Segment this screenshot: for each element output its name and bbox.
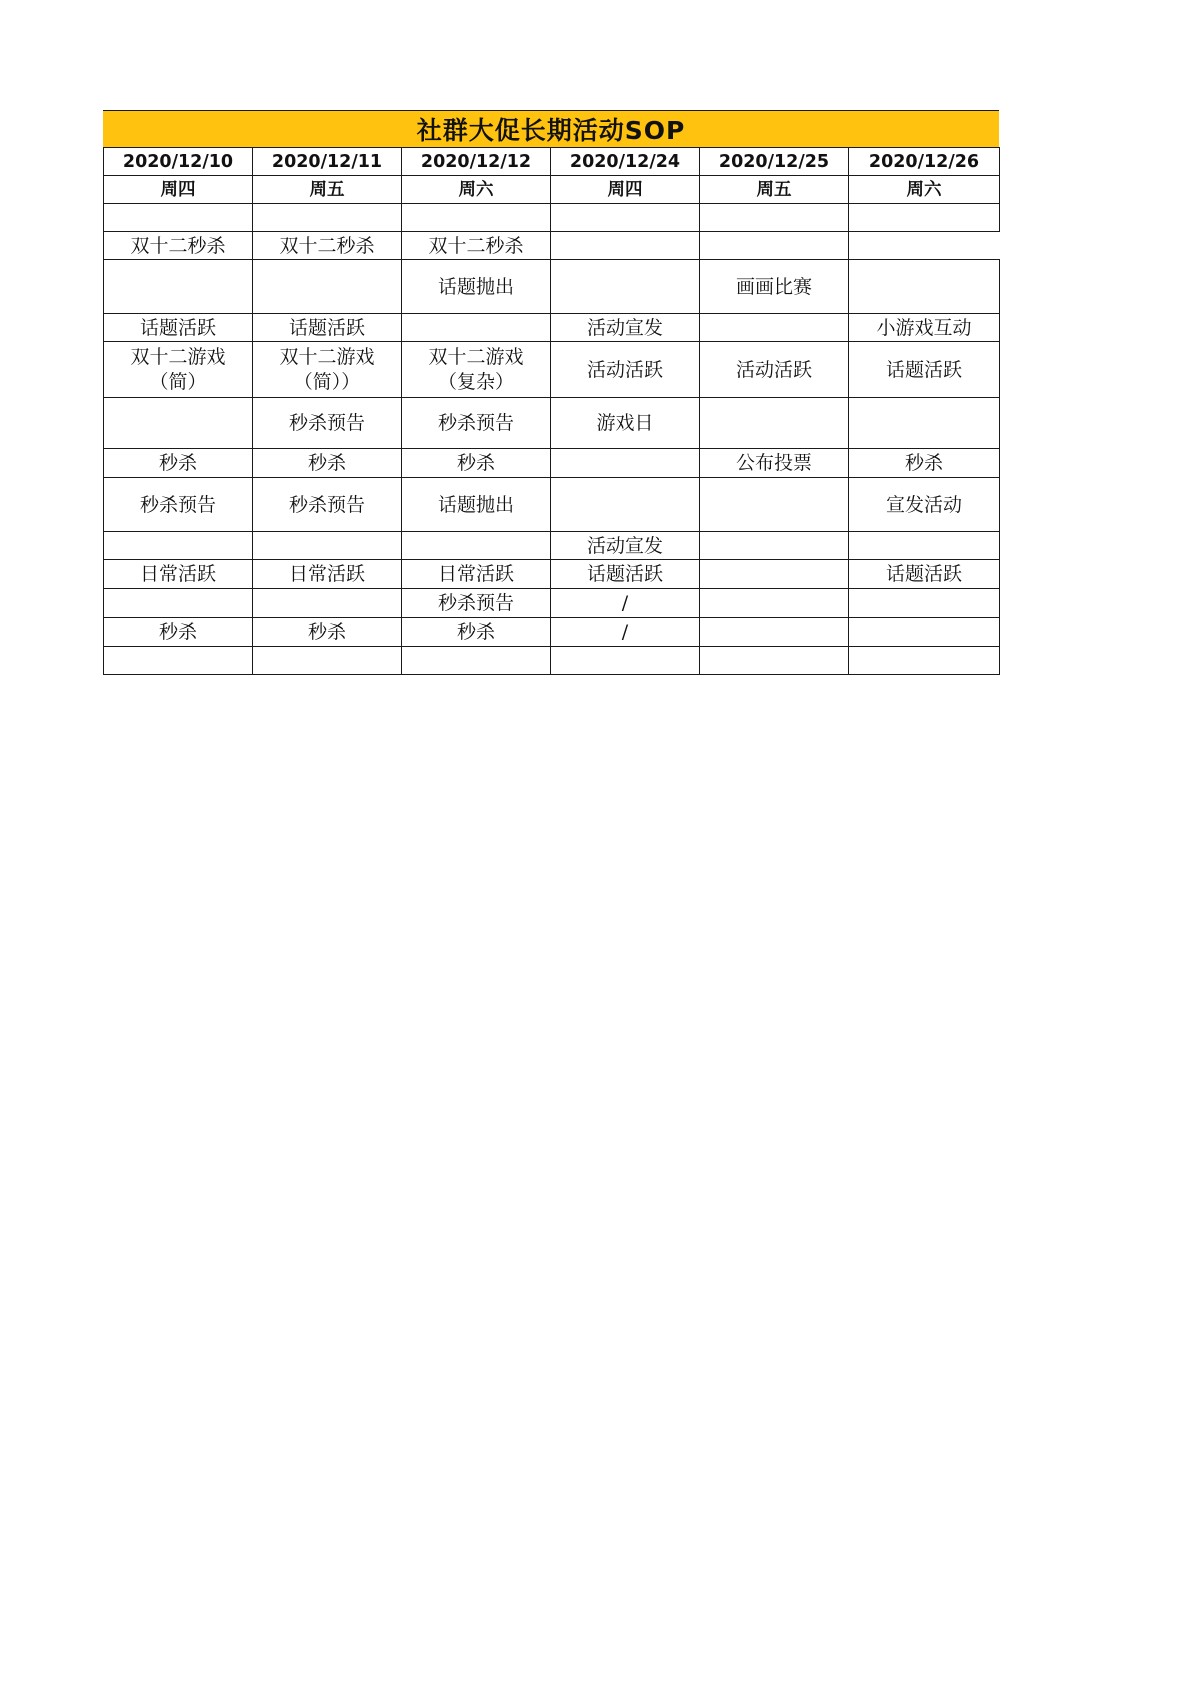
schedule-row — [104, 647, 1000, 675]
schedule-cell[interactable]: 话题活跃 — [551, 560, 700, 589]
schedule-cell[interactable] — [849, 232, 1000, 260]
schedule-cell-line: （简）） — [293, 370, 361, 393]
schedule-cell[interactable] — [849, 618, 1000, 647]
schedule-cell[interactable] — [849, 647, 1000, 675]
schedule-cell[interactable] — [253, 342, 402, 398]
schedule-cell[interactable] — [700, 204, 849, 232]
schedule-row — [104, 398, 1000, 449]
schedule-cell[interactable]: 双十二秒杀 — [104, 232, 253, 260]
schedule-cell[interactable]: 日常活跃 — [253, 560, 402, 589]
schedule-cell[interactable] — [849, 532, 1000, 560]
schedule-cell[interactable] — [402, 342, 551, 398]
schedule-cell[interactable] — [551, 204, 700, 232]
schedule-row — [104, 589, 1000, 618]
schedule-cell[interactable] — [104, 398, 253, 449]
weekday-cell[interactable]: 周五 — [253, 176, 402, 204]
schedule-cell[interactable]: 活动活跃 — [551, 342, 700, 398]
schedule-row — [104, 232, 1000, 260]
schedule-cell[interactable] — [253, 204, 402, 232]
schedule-cell[interactable]: 秒杀预告 — [402, 589, 551, 618]
schedule-cell[interactable]: 秒杀 — [402, 618, 551, 647]
schedule-row — [104, 560, 1000, 589]
schedule-cell[interactable]: 话题活跃 — [253, 314, 402, 342]
schedule-cell[interactable] — [253, 260, 402, 314]
schedule-cell[interactable]: 小游戏互动 — [849, 314, 1000, 342]
schedule-cell[interactable]: 秒杀 — [402, 449, 551, 478]
schedule-cell[interactable]: 话题活跃 — [104, 314, 253, 342]
schedule-cell[interactable] — [551, 478, 700, 532]
schedule-cell[interactable]: 秒杀 — [253, 618, 402, 647]
schedule-cell[interactable] — [700, 232, 849, 260]
schedule-row — [104, 478, 1000, 532]
schedule-row — [104, 532, 1000, 560]
schedule-cell[interactable] — [849, 260, 1000, 314]
schedule-cell[interactable]: 话题活跃 — [849, 342, 1000, 398]
schedule-row — [104, 260, 1000, 314]
schedule-row — [104, 618, 1000, 647]
schedule-cell[interactable]: 活动活跃 — [700, 342, 849, 398]
schedule-row — [104, 204, 1000, 232]
schedule-cell[interactable]: 活动宣发 — [551, 532, 700, 560]
schedule-cell[interactable] — [104, 204, 253, 232]
schedule-row — [104, 342, 1000, 398]
date-cell[interactable]: 2020/12/25 — [700, 148, 849, 176]
schedule-cell[interactable]: 秒杀预告 — [104, 478, 253, 532]
schedule-cell-line: 双十二游戏 — [279, 345, 375, 368]
weekday-row — [104, 176, 1000, 204]
sheet-title: 社群大促长期活动SOP — [103, 110, 999, 147]
schedule-cell[interactable]: 游戏日 — [551, 398, 700, 449]
schedule-cell[interactable] — [551, 232, 700, 260]
schedule-cell[interactable] — [849, 398, 1000, 449]
schedule-cell[interactable] — [104, 260, 253, 314]
schedule-row — [104, 449, 1000, 478]
date-cell[interactable]: 2020/12/12 — [402, 148, 551, 176]
schedule-cell[interactable]: 公布投票 — [700, 449, 849, 478]
weekday-cell[interactable]: 周四 — [104, 176, 253, 204]
schedule-cell[interactable]: 双十二秒杀 — [253, 232, 402, 260]
date-cell[interactable]: 2020/12/10 — [104, 148, 253, 176]
schedule-cell[interactable]: 话题抛出 — [402, 260, 551, 314]
schedule-cell[interactable] — [253, 532, 402, 560]
date-cell[interactable]: 2020/12/11 — [253, 148, 402, 176]
schedule-cell[interactable]: 活动宣发 — [551, 314, 700, 342]
schedule-cell[interactable]: 秒杀预告 — [253, 478, 402, 532]
schedule-cell[interactable]: 宣发活动 — [849, 478, 1000, 532]
weekday-cell[interactable]: 周六 — [402, 176, 551, 204]
schedule-cell[interactable] — [104, 532, 253, 560]
sop-sheet — [103, 110, 999, 675]
schedule-cell[interactable] — [402, 532, 551, 560]
schedule-cell[interactable] — [402, 314, 551, 342]
schedule-cell[interactable] — [700, 618, 849, 647]
schedule-cell-line: 双十二游戏 — [130, 345, 226, 368]
date-cell[interactable]: 2020/12/26 — [849, 148, 1000, 176]
schedule-cell[interactable]: 日常活跃 — [402, 560, 551, 589]
schedule-cell[interactable] — [700, 532, 849, 560]
schedule-cell[interactable] — [551, 260, 700, 314]
schedule-cell[interactable] — [402, 647, 551, 675]
schedule-cell[interactable]: / — [551, 589, 700, 618]
schedule-cell[interactable] — [700, 478, 849, 532]
schedule-cell[interactable] — [104, 342, 253, 398]
weekday-cell[interactable]: 周六 — [849, 176, 1000, 204]
schedule-cell[interactable] — [551, 449, 700, 478]
date-row — [104, 148, 1000, 176]
schedule-cell-line: 双十二游戏 — [428, 345, 524, 368]
sop-table — [103, 147, 1000, 675]
date-cell[interactable]: 2020/12/24 — [551, 148, 700, 176]
schedule-cell[interactable] — [104, 647, 253, 675]
schedule-cell[interactable]: 秒杀 — [104, 449, 253, 478]
schedule-cell[interactable]: 秒杀预告 — [402, 398, 551, 449]
schedule-cell[interactable] — [551, 647, 700, 675]
schedule-cell[interactable] — [104, 589, 253, 618]
weekday-cell[interactable]: 周四 — [551, 176, 700, 204]
schedule-cell[interactable] — [700, 560, 849, 589]
schedule-cell[interactable] — [700, 589, 849, 618]
schedule-cell[interactable]: 话题活跃 — [849, 560, 1000, 589]
schedule-cell[interactable]: 日常活跃 — [104, 560, 253, 589]
schedule-cell[interactable]: 秒杀 — [849, 449, 1000, 478]
schedule-cell[interactable]: 秒杀 — [104, 618, 253, 647]
schedule-cell[interactable]: 画画比赛 — [700, 260, 849, 314]
schedule-cell[interactable] — [253, 647, 402, 675]
schedule-cell[interactable] — [700, 314, 849, 342]
schedule-cell[interactable] — [700, 398, 849, 449]
schedule-cell[interactable]: 话题抛出 — [402, 478, 551, 532]
schedule-cell[interactable] — [253, 589, 402, 618]
schedule-cell[interactable]: / — [551, 618, 700, 647]
schedule-cell[interactable] — [402, 204, 551, 232]
schedule-cell[interactable] — [849, 204, 1000, 232]
schedule-cell-line: （复杂） — [437, 370, 514, 393]
schedule-cell-line: （简） — [149, 370, 207, 393]
schedule-cell[interactable]: 双十二秒杀 — [402, 232, 551, 260]
schedule-cell[interactable] — [700, 647, 849, 675]
schedule-cell[interactable]: 秒杀 — [253, 449, 402, 478]
weekday-cell[interactable]: 周五 — [700, 176, 849, 204]
schedule-cell[interactable] — [849, 589, 1000, 618]
schedule-cell[interactable]: 秒杀预告 — [253, 398, 402, 449]
schedule-row — [104, 314, 1000, 342]
